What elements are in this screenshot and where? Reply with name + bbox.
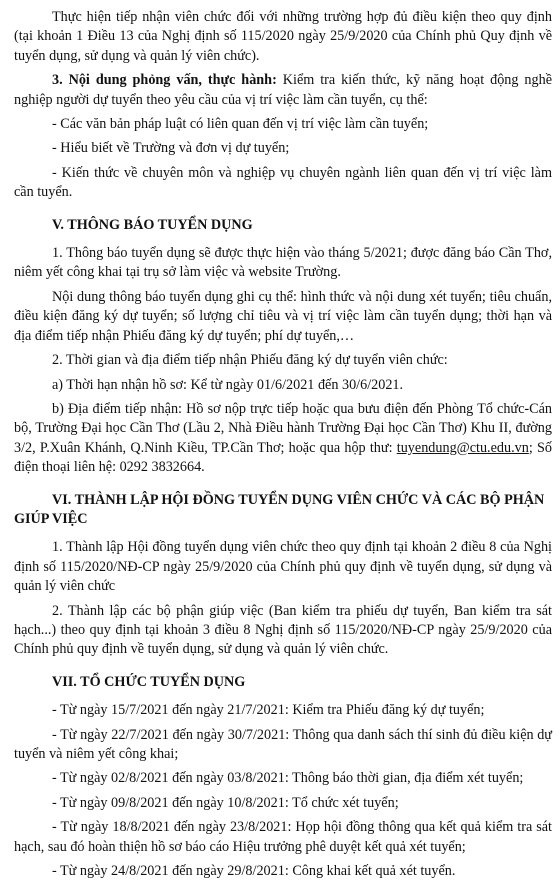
address-text: b) Địa điểm tiếp nhận: Hồ sơ nộp trực tiếp hoặc qua bưu điện đến Phòng Tổ chức-Cán bộ, Trường Đại học Cần Thơ (Lầu 2, Nhà Điều hành Trường Đại học Cần Thơ) Khu II, đường 3/2, P.Xuân Khánh, Q.Ninh Kiều, TP.Cần Thơ; hoặc qua hộp thư: [14,400,552,456]
email-link[interactable]: tuyendung@ctu.edu.vn [396,439,529,456]
heading-section-v: V. THÔNG BÁO TUYỂN DỤNG [52,216,253,233]
list-item: - Từ ngày 09/8/2021 đến ngày 10/8/2021: Tổ chức xét tuyển; [52,794,399,811]
paragraph-v-5 [14,400,552,478]
paragraph-intake: Thực hiện tiếp nhận viên chức đối với những trường hợp đủ điều kiện theo quy định (tại khoản 1 Điều 13 của Nghị định số 115/2020 ngày 25/9/2020 của Chính phủ Quy định về tuyển dụng, sử dụng và quản lý viên chức). [14,9,552,64]
section-3-paragraph [14,71,552,110]
list-item: - Kiến thức về chuyên môn và nghiệp vụ chuyên ngành liên quan đến vị trí việc làm cần tuyển. [14,164,552,201]
list-item: - Các văn bản pháp luật có liên quan đến vị trí việc làm cần tuyển; [52,116,429,133]
paragraph-v-4: a) Thời hạn nhận hồ sơ: Kể từ ngày 01/6/2021 đến 30/6/2021. [52,376,404,393]
paragraph-vi-1: 1. Thành lập Hội đồng tuyển dụng viên chức theo quy định tại khoản 2 điều 8 của Nghị định số 115/2020/NĐ-CP ngày 25/9/2020 của Chính phủ quy định về tuyển dụng, sử dụng và quản lý viên chức [14,539,552,595]
section-3-body: Kiểm tra kiến thức, kỹ năng hoạt động nghề nghiệp người dự tuyển theo yêu cầu của vị trí việc làm cần tuyển, cụ thể: [14,72,553,108]
list-item: - Từ ngày 24/8/2021 đến ngày 29/8/2021: Công khai kết quả xét tuyển. [52,863,456,880]
list-item: - Từ ngày 18/8/2021 đến ngày 23/8/2021: Họp hội đồng thông qua kết quả kiểm tra sát hạch, sau đó hoàn thiện hồ sơ báo cáo Hiệu trưởng phê duyệt kết quả xét tuyển; [14,819,552,855]
paragraph-v-1: 1. Thông báo tuyển dụng sẽ được thực hiện vào tháng 5/2021; được đăng báo Cần Thơ, niêm yết công khai tại trụ sở làm việc và website Trường. [14,245,552,281]
heading-section-vi: VI. THÀNH LẬP HỘI ĐỒNG TUYỂN DỤNG VIÊN CHỨC VÀ CÁC BỘ PHẬN GIÚP VIỆC [14,491,545,527]
list-item: - Từ ngày 15/7/2021 đến ngày 21/7/2021: Kiểm tra Phiếu đăng ký dự tuyển; [52,702,485,719]
phone-text: ; Số điện thoại liên hệ: 0292 3832664. [14,439,552,476]
list-item: - Từ ngày 22/7/2021 đến ngày 30/7/2021: Thông qua danh sách thí sinh đủ điều kiện dự tuyển và niêm yết công khai; [14,726,552,762]
section-3-title: 3. Nội dung phỏng vấn, thực hành: [52,72,277,89]
paragraph-v-2: Nội dung thông báo tuyển dụng ghi cụ thể: hình thức và nội dung xét tuyển; tiêu chuẩn, điều kiện đăng ký dự tuyển; số lượng chỉ tiêu và vị trí việc làm cần tuyển dụng; thời hạn và địa điểm tiếp nhận Phiếu đăng ký dự tuyển; phí dự tuyển,… [14,288,552,344]
paragraph-v-3: 2. Thời gian và địa điểm tiếp nhận Phiếu đăng ký dự tuyển viên chức: [52,352,448,369]
paragraph-vi-2: 2. Thành lập các bộ phận giúp việc (Ban kiểm tra phiếu dự tuyển, Ban kiểm tra sát hạch...) theo quy định tại khoản 3 điều 8 Nghị định số 115/2020/NĐ-CP ngày 25/9/2020 của Chính phủ quy định về tuyển dụng, sử dụng và quản lý viên chức. [14,602,552,658]
list-item: - Hiểu biết về Trường và đơn vị dự tuyển; [52,140,290,157]
list-item: - Từ ngày 02/8/2021 đến ngày 03/8/2021: Thông báo thời gian, địa điểm xét tuyển; [52,770,524,787]
heading-section-vii: VII. TỔ CHỨC TUYỂN DỤNG [52,673,246,690]
